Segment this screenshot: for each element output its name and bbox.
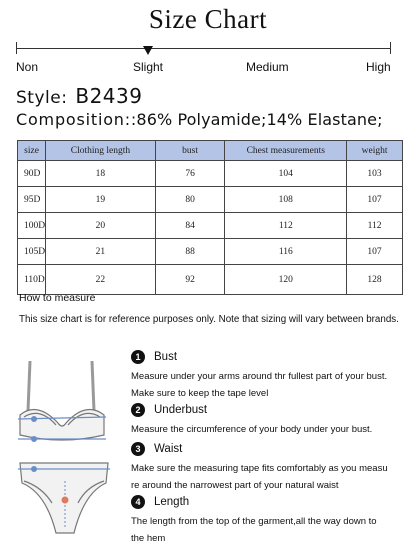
- measure-item-name: Bust: [154, 351, 178, 363]
- cell-chest: 116: [225, 239, 347, 265]
- cell-size: 100D: [18, 213, 46, 239]
- table-row: [18, 239, 403, 265]
- cell-chest: 108: [225, 187, 347, 213]
- cell-weight: 128: [347, 265, 403, 295]
- style-label: Style:: [16, 88, 68, 108]
- cell-weight: 107: [347, 239, 403, 265]
- stretch-scale: [0, 42, 416, 82]
- composition-label: Composition:: [16, 110, 131, 129]
- measure-item-description: [131, 513, 411, 547]
- cell-clothing-length: 22: [46, 265, 156, 295]
- disclaimer-text: This size chart is for reference purposes only. Note that sizing will vary between brands.: [19, 314, 399, 325]
- page-title: Size Chart: [148, 4, 268, 34]
- cell-size: 110D: [18, 265, 46, 295]
- bra-illustration: [20, 361, 104, 440]
- header-clothing-length: Clothing length: [46, 141, 156, 161]
- stretch-tick-non: [16, 42, 17, 54]
- cell-size: 95D: [18, 187, 46, 213]
- cell-bust: 92: [155, 265, 225, 295]
- measure-item-name: Waist: [154, 443, 183, 455]
- desc-line: re around the narrowest part of your natural waist: [131, 480, 339, 491]
- cell-chest: 112: [225, 213, 347, 239]
- cell-bust: 80: [155, 187, 225, 213]
- how-to-measure-heading: How to measure: [19, 292, 96, 304]
- header-bust: bust: [155, 141, 225, 161]
- cell-weight: 103: [347, 161, 403, 187]
- table-row: [18, 161, 403, 187]
- cell-clothing-length: 20: [46, 213, 156, 239]
- cell-clothing-length: 19: [46, 187, 156, 213]
- cell-chest: 120: [225, 265, 347, 295]
- measure-item-name: Underbust: [154, 404, 208, 416]
- stretch-tick-high: [390, 42, 391, 54]
- underbust-marker-icon: [31, 436, 37, 442]
- size-table-header-row: [18, 141, 403, 161]
- composition-value: :86% Polyamide;14% Elastane;: [130, 110, 383, 129]
- number-2-icon: 2: [131, 403, 145, 417]
- measure-item-underbust: [131, 402, 411, 438]
- stretch-label-slight: Slight: [133, 60, 164, 74]
- header-chest-measurements: Chest measurements: [225, 141, 347, 161]
- measure-item-waist: [131, 441, 411, 494]
- desc-line: Make sure the measuring tape fits comfortably as you measu: [131, 463, 388, 474]
- header-weight: weight: [347, 141, 403, 161]
- style-line: [16, 84, 142, 108]
- cell-weight: 107: [347, 187, 403, 213]
- cell-size: 105D: [18, 239, 46, 265]
- cell-chest: 104: [225, 161, 347, 187]
- measure-item-bust: [131, 349, 411, 402]
- table-row: [18, 265, 403, 295]
- number-4-icon: 4: [131, 495, 145, 509]
- table-row: [18, 187, 403, 213]
- cell-clothing-length: 18: [46, 161, 156, 187]
- composition-line: [16, 110, 416, 129]
- lingerie-illustration: [12, 353, 122, 548]
- header-size: size: [18, 141, 46, 161]
- bust-marker-icon: [31, 416, 37, 422]
- stretch-label-high: High: [366, 60, 391, 74]
- table-row: [18, 213, 403, 239]
- measure-item-length: [131, 494, 411, 547]
- cell-clothing-length: 21: [46, 239, 156, 265]
- desc-line: Make sure to keep the tape level: [131, 388, 269, 399]
- cell-size: 90D: [18, 161, 46, 187]
- stretch-scale-line: [16, 48, 391, 49]
- measure-item-description: [131, 460, 411, 494]
- size-table: [17, 140, 403, 295]
- desc-line: Measure under your arms around thr fullest part of your bust.: [131, 371, 388, 382]
- measure-item-name: Length: [154, 496, 190, 508]
- desc-line: Measure the circumference of your body under your bust.: [131, 424, 373, 435]
- waist-marker-icon: [31, 466, 37, 472]
- cell-bust: 84: [155, 213, 225, 239]
- measure-item-description: [131, 368, 411, 402]
- desc-line: The length from the top of the garment,all the way down to: [131, 516, 377, 527]
- cell-bust: 88: [155, 239, 225, 265]
- length-marker-icon: [62, 497, 69, 504]
- stretch-label-medium: Medium: [246, 60, 289, 74]
- stretch-indicator-icon: [143, 46, 153, 55]
- cell-weight: 112: [347, 213, 403, 239]
- desc-line: the hem: [131, 533, 166, 544]
- number-3-icon: 3: [131, 442, 145, 456]
- number-1-icon: 1: [131, 350, 145, 364]
- cell-bust: 76: [155, 161, 225, 187]
- style-code: B2439: [75, 84, 143, 108]
- measure-item-description: [131, 421, 411, 438]
- stretch-label-non: Non: [16, 60, 39, 74]
